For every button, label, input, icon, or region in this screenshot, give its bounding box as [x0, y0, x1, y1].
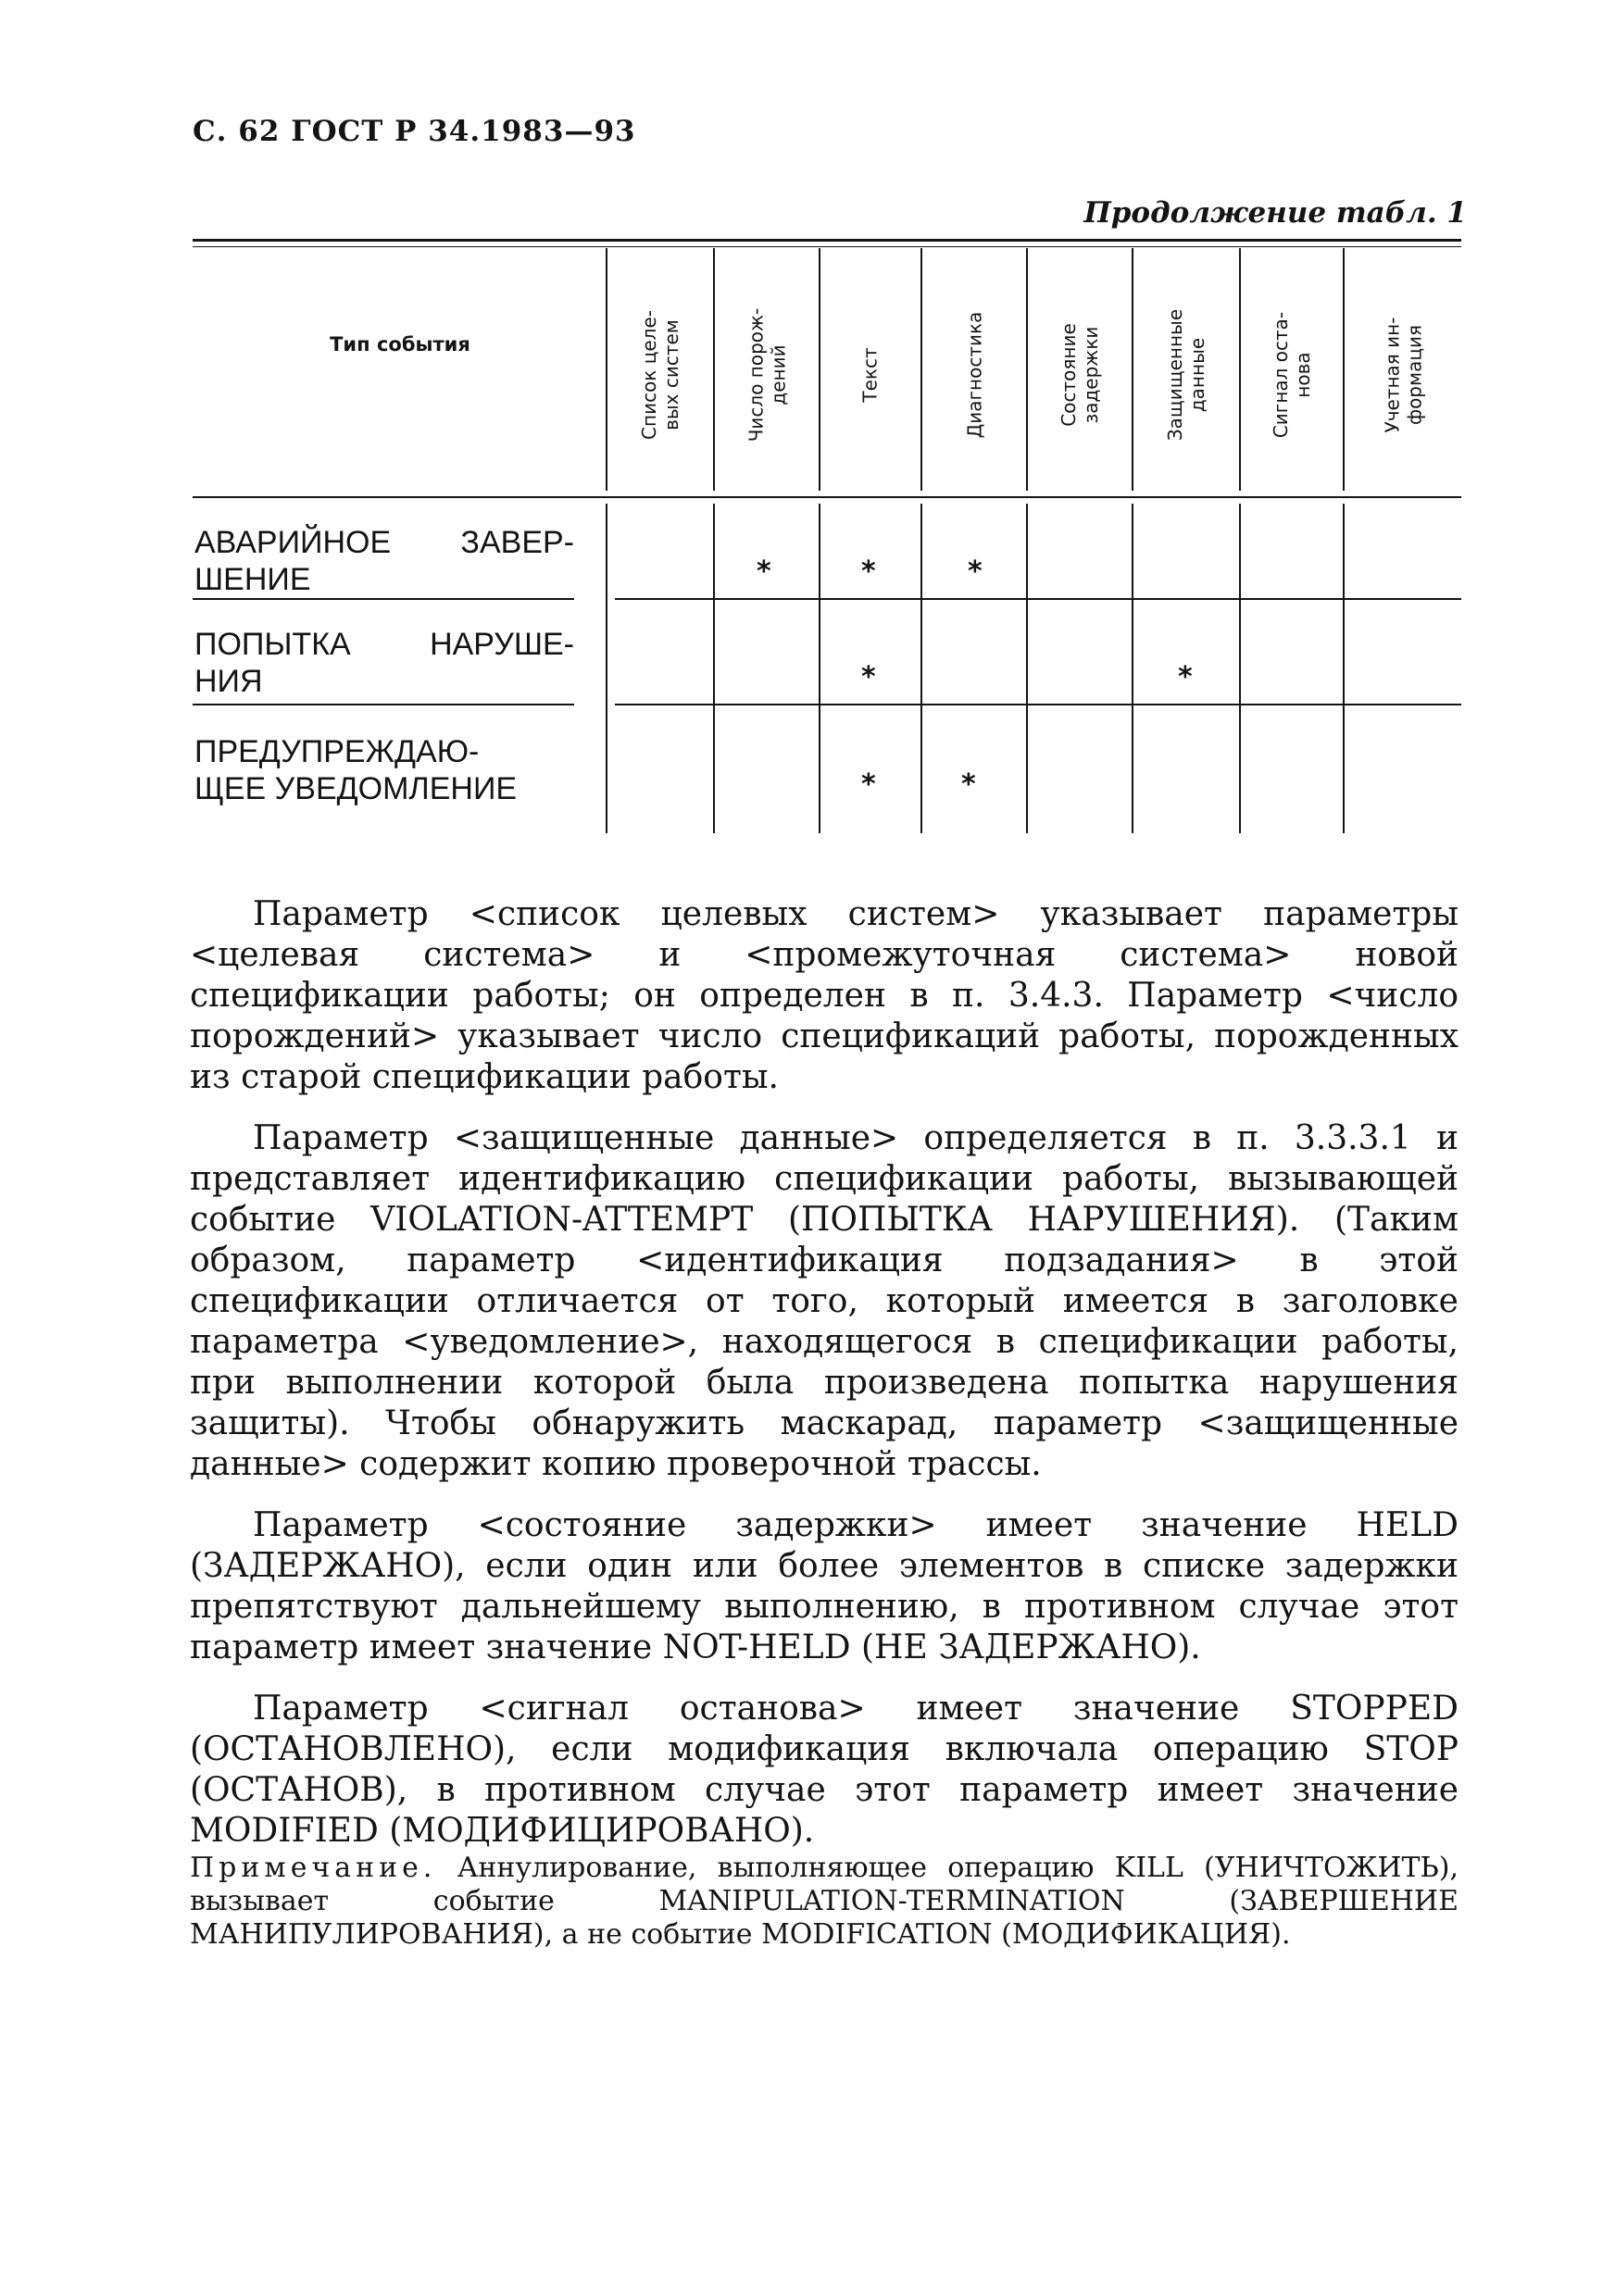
- column-header: Учетная ин- формация: [1380, 317, 1425, 433]
- row-separator: [193, 598, 574, 600]
- body-text: [190, 894, 1459, 1872]
- row-label: АВАРИЙНОЕ ЗАВЕР- ШЕНИЕ: [194, 525, 574, 597]
- table-mark: *: [861, 768, 876, 801]
- note: [190, 1852, 1459, 1952]
- type-column-header: Тип события: [330, 333, 470, 356]
- column-header: Текст: [859, 347, 882, 403]
- table-divider: [819, 504, 820, 833]
- table-header-rule: [193, 496, 1461, 498]
- row-separator: [615, 598, 1461, 600]
- table-divider: [1026, 504, 1028, 833]
- row-label: ПРЕДУПРЕЖДАЮ- ЩЕЕ УВЕДОМЛЕНИЕ: [194, 734, 518, 806]
- column-header: Сигнал оста- нова: [1270, 311, 1314, 439]
- table-mark: *: [861, 555, 876, 588]
- continuation-label: Продолжение табл. 1: [1083, 196, 1467, 230]
- table-divider: [713, 504, 715, 833]
- paragraph: Параметр <список целевых систем> указывает параметры <целевая система> и <промежуточная система> новой спецификации работы; он определен в п. 3.4.3. Параметр <число порождений> указывает число спецификаций работы, порожденных из старой спецификации работы.: [190, 895, 1459, 1096]
- paragraph: Параметр <состояние задержки> имеет значение HELD (ЗАДЕРЖАНО), если один или более элементов в списке задержки препятствуют дальнейшему выполнению, в противном случае этот параметр имеет значение NOT-HELD (НЕ ЗАДЕРЖАНО).: [190, 1506, 1459, 1666]
- table-mark: *: [757, 555, 771, 588]
- row-label: ПОПЫТКА НАРУШЕ- НИЯ: [194, 627, 574, 699]
- table-mark: *: [961, 768, 976, 801]
- paragraph: Параметр <защищенные данные> определяется в п. 3.3.3.1 и представляет идентификацию спецификации работы, вызывающей событие VIOLATION-ATTEMPT (ПОПЫТКА НАРУШЕНИЯ). (Таким образом, параметр <идентификация подзадания> в этой спецификации отличается от того, который имеется в заголовке параметра <уведомление>, находящегося в спецификации работы, при выполнении которой была произведена попытка нарушения защиты). Чтобы обнаружить маскарад, параметр <защищенные данные> содержит копию проверочной трассы.: [190, 1119, 1459, 1483]
- column-header: Список целе- вых систем: [638, 310, 682, 440]
- row-separator: [193, 704, 574, 705]
- table-mark: *: [968, 555, 983, 588]
- table-divider: [1239, 504, 1241, 833]
- note-text: Аннулирование, выполняющее операцию KILL (УНИЧТОЖИТЬ), вызывает событие MANIPULATION-TERMINATION (ЗАВЕРШЕНИЕ МАНИПУЛИРОВАНИЯ), а не событие MODIFICATION (МОДИФИКАЦИЯ).: [190, 1852, 1459, 1951]
- table-top-rule: [193, 239, 1461, 242]
- table-mark: *: [1178, 661, 1193, 693]
- column-header: Диагностика: [963, 311, 985, 439]
- column-header: Защищенные данные: [1164, 308, 1208, 442]
- row-separator: [615, 704, 1461, 705]
- note-label: Примечание.: [190, 1852, 437, 1884]
- table-top-rule-thin: [193, 246, 1461, 247]
- table-divider: [1343, 504, 1345, 833]
- table-divider: [1132, 504, 1133, 833]
- table-divider: [606, 504, 607, 833]
- table-divider: [920, 504, 922, 833]
- column-header: Число порож- дений: [745, 307, 789, 443]
- column-header: Состояние задержки: [1058, 323, 1102, 427]
- page-header: С. 62 ГОСТ Р 34.1983—93: [193, 115, 636, 148]
- table-mark: *: [861, 661, 876, 693]
- paragraph: Параметр <сигнал останова> имеет значение STOPPED (ОСТАНОВЛЕНО), если модификация включала операцию STOP (ОСТАНОВ), в противном случае этот параметр имеет значение MODIFIED (МОДИФИЦИРОВАНО).: [190, 1690, 1459, 1850]
